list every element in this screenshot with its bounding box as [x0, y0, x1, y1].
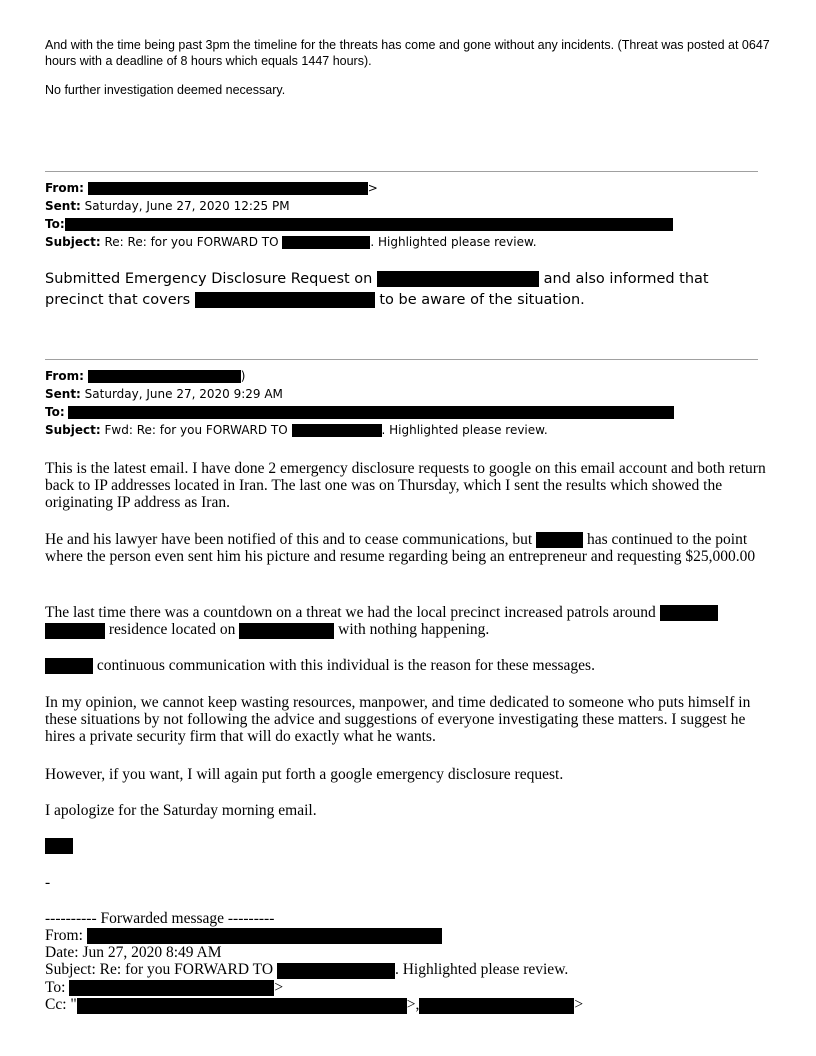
redaction-block	[660, 605, 718, 621]
separator-line	[45, 359, 758, 360]
email-body-paragraph	[45, 604, 767, 639]
separator-line	[45, 171, 758, 172]
signature-dash: -	[45, 874, 51, 891]
sent-label: Sent:	[45, 387, 81, 401]
to-label: To:	[45, 978, 70, 996]
redaction-block	[195, 292, 375, 308]
forwarded-subject	[45, 961, 775, 978]
redaction-block	[377, 271, 539, 287]
email-body-paragraph: In my opinion, we cannot keep wasting resources, manpower, and time dedicated to someone who puts himself in these situations by not following the advice and suggestions of everyone investigating these matters. I suggest he hires a private security firm that will do exactly what he wants.	[45, 694, 751, 745]
body-text: residence located on	[105, 621, 240, 639]
subject-prefix: Re: Re: for you FORWARD TO	[100, 235, 283, 249]
redaction-block	[239, 623, 334, 639]
email-body-paragraph: I apologize for the Saturday morning email.	[45, 802, 317, 819]
to-label: To:	[45, 405, 65, 419]
from-label: From:	[45, 181, 84, 195]
subject-prefix: Subject: Re: for you FORWARD TO	[45, 961, 277, 979]
redaction-block	[65, 218, 673, 231]
forwarded-message	[45, 910, 775, 1014]
redaction-block	[45, 658, 93, 674]
intro-conclusion: No further investigation deemed necessary.	[45, 83, 286, 97]
subject-suffix: . Highlighted please review.	[370, 235, 537, 249]
forwarded-date: Date: Jun 27, 2020 8:49 AM	[45, 944, 222, 962]
signature-redaction	[45, 838, 73, 854]
email-body-paragraph	[45, 531, 775, 565]
to-suffix: >	[274, 978, 284, 996]
redaction-block	[277, 963, 395, 979]
sent-value: Saturday, June 27, 2020 12:25 PM	[80, 199, 290, 213]
body-text: with nothing happening.	[334, 621, 490, 639]
forwarded-to	[45, 979, 775, 996]
email-body-paragraph	[45, 657, 770, 674]
redaction-block	[88, 182, 368, 195]
forwarded-heading: ---------- Forwarded message ---------	[45, 910, 275, 927]
redaction-block	[77, 998, 407, 1014]
intro-paragraph: And with the time being past 3pm the timeline for the threats has come and gone without any incidents. (Threat was posted at 0647 hours with a deadline of 8 hours which equals 1447 hours).	[45, 38, 770, 68]
forwarded-cc	[45, 996, 775, 1013]
body-text: Submitted Emergency Disclosure Request on	[45, 271, 377, 287]
redaction-block	[68, 406, 674, 419]
body-text: continuous communication with this individual is the reason for these messages.	[93, 657, 595, 674]
cc-label: Cc: "	[45, 996, 77, 1014]
from-label: From:	[45, 369, 84, 383]
from-suffix: )	[240, 369, 246, 383]
redaction-block	[69, 980, 274, 996]
subject-suffix: . Highlighted please review.	[394, 961, 569, 979]
subject-label: Subject:	[45, 423, 101, 437]
subject-suffix: . Highlighted please review.	[381, 423, 548, 437]
body-text: and also informed that precinct that covers	[45, 271, 709, 308]
body-text: has continued to the point where the person even sent him his picture and resume regarding being an entrepreneur and requesting $25,000.00	[45, 531, 756, 566]
from-suffix: >	[367, 181, 378, 195]
cc-separator: >,	[406, 996, 420, 1014]
body-text: The last time there was a countdown on a threat we had the local precinct increased patrols around	[45, 604, 660, 621]
from-label: From:	[45, 927, 87, 944]
subject-prefix: Fwd: Re: for you FORWARD TO	[100, 423, 292, 437]
sent-value: Saturday, June 27, 2020 9:29 AM	[80, 387, 283, 401]
body-text: He and his lawyer have been notified of this and to cease communications, but	[45, 531, 537, 548]
redaction-block	[88, 370, 241, 383]
email-body-paragraph: This is the latest email. I have done 2 emergency disclosure requests to google on this email account and both return back to IP addresses located in Iran. The last one was on Thursday, which I sent the results which showed the originating IP address as Iran.	[45, 460, 766, 511]
email-header-2	[45, 367, 674, 439]
sent-label: Sent:	[45, 199, 81, 213]
redaction-block	[87, 928, 442, 944]
redaction-block	[45, 623, 105, 639]
body-text: to be aware of the situation.	[374, 292, 585, 308]
forwarded-from	[45, 927, 775, 944]
redaction-block	[292, 424, 382, 437]
redaction-block	[536, 532, 583, 548]
redaction-block	[282, 236, 370, 249]
email-header-1	[45, 179, 673, 251]
email-body-1	[45, 269, 760, 311]
subject-label: Subject:	[45, 235, 101, 249]
to-label: To:	[45, 217, 65, 231]
cc-suffix: >	[574, 996, 584, 1014]
redaction-block	[419, 998, 574, 1014]
email-body-paragraph: However, if you want, I will again put forth a google emergency disclosure request.	[45, 766, 564, 783]
